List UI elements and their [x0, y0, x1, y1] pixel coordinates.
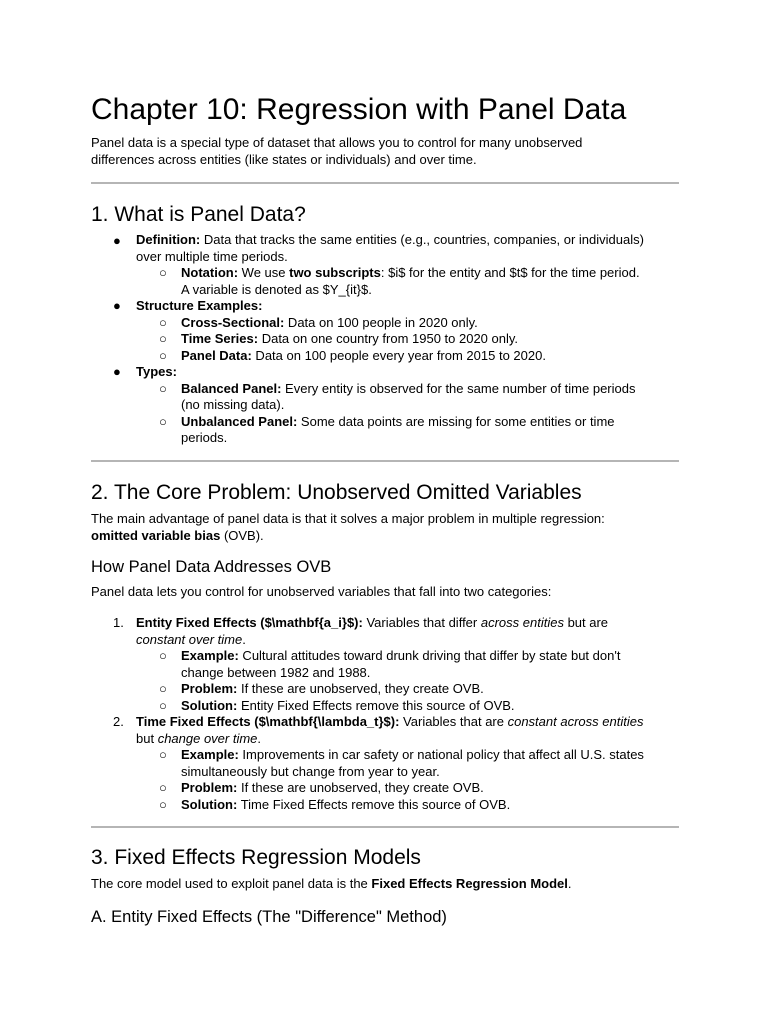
list-item-continuation: constant over time.	[136, 631, 246, 647]
list-item-example: Example: Improvements in car safety or national policy that affect all U.S. states	[181, 747, 644, 762]
bullet-circle: ○	[159, 747, 167, 762]
list-item-solution: Solution: Entity Fixed Effects remove this source of OVB.	[181, 697, 515, 713]
list-item-continuation: over multiple time periods.	[136, 248, 288, 264]
list-item-solution: Solution: Time Fixed Effects remove this source of OVB.	[181, 796, 511, 812]
list-item-problem: Problem: If these are unobserved, they create OVB.	[181, 681, 484, 696]
list-item-continuation: but change over time.	[136, 730, 262, 746]
intro-line: differences across entities (like states or individuals) and over time.	[91, 151, 477, 167]
list-item-cross-sectional: Cross-Sectional: Data on 100 people in 2020 only.	[181, 314, 478, 330]
bullet-circle: ○	[159, 413, 167, 429]
bullet-dot: ●	[113, 364, 121, 379]
bullet-circle: ○	[159, 314, 167, 330]
page-title: Chapter 10: Regression with Panel Data	[91, 93, 627, 126]
list-item-entity-fixed-effects: Entity Fixed Effects ($\mathbf{a_i}$): Variables that differ across entities but are	[136, 615, 609, 630]
list-item-structure: Structure Examples:	[136, 298, 263, 313]
bullet-circle: ○	[159, 331, 167, 346]
section-heading: 1. What is Panel Data?	[91, 203, 306, 226]
list-number: 1.	[113, 615, 124, 630]
list-item-types: Types:	[136, 364, 177, 379]
section-divider	[91, 182, 679, 184]
paragraph-line: Panel data lets you control for unobserved variables that fall into two categories:	[91, 584, 552, 599]
subsection-heading: How Panel Data Addresses OVB	[91, 558, 332, 576]
bullet-circle: ○	[159, 380, 167, 396]
bullet-circle: ○	[159, 796, 167, 812]
list-number: 2.	[113, 714, 124, 729]
intro-paragraph	[91, 135, 679, 168]
section-divider	[91, 460, 679, 462]
paragraph-line: The core model used to exploit panel data is the Fixed Effects Regression Model.	[91, 876, 572, 891]
bullet-dot: ●	[113, 233, 121, 248]
list-item-continuation: A variable is denoted as $Y_{it}$.	[181, 281, 372, 297]
list-item-continuation: simultaneously but change from year to year.	[181, 763, 440, 779]
list-item-problem: Problem: If these are unobserved, they create OVB.	[181, 780, 484, 795]
list-item-panel-data: Panel Data: Data on 100 people every year from 2015 to 2020.	[181, 347, 546, 363]
list-item-notation: Notation: We use two subscripts: $i$ for the entity and $t$ for the time period.	[181, 265, 640, 280]
list-item-time-fixed-effects: Time Fixed Effects ($\mathbf{\lambda_t}$): Variables that are constant across entities	[136, 714, 644, 729]
section-heading: 2. The Core Problem: Unobserved Omitted Variables	[91, 481, 582, 504]
bullet-circle: ○	[159, 681, 167, 696]
list-item-definition: Definition: Data that tracks the same entities (e.g., countries, companies, or individuals)	[136, 232, 644, 247]
intro-line: Panel data is a special type of dataset that allows you to control for many unobserved	[91, 135, 583, 150]
paragraph-line: omitted variable bias (OVB).	[91, 527, 264, 543]
bullet-circle: ○	[159, 780, 167, 795]
list-item-continuation: periods.	[181, 430, 228, 445]
bullet-dot: ●	[113, 298, 121, 313]
list-item-continuation: change between 1982 and 1988.	[181, 664, 371, 680]
bullet-circle: ○	[159, 265, 167, 280]
list-item-continuation: (no missing data).	[181, 397, 285, 412]
list-item-example: Example: Cultural attitudes toward drunk driving that differ by state but don't	[181, 648, 621, 663]
list-item-time-series: Time Series: Data on one country from 1950 to 2020 only.	[181, 331, 519, 346]
bullet-circle: ○	[159, 697, 167, 713]
subsection-heading: A. Entity Fixed Effects (The "Difference" Method)	[91, 908, 447, 926]
bullet-circle: ○	[159, 347, 167, 363]
list-item-unbalanced: Unbalanced Panel: Some data points are missing for some entities or time	[181, 413, 615, 429]
paragraph-line: The main advantage of panel data is that it solves a major problem in multiple regression:	[91, 511, 605, 526]
bullet-circle: ○	[159, 648, 167, 663]
section-heading: 3. Fixed Effects Regression Models	[91, 846, 421, 869]
section-divider	[91, 826, 679, 828]
list-item-balanced: Balanced Panel: Every entity is observed for the same number of time periods	[181, 380, 636, 396]
